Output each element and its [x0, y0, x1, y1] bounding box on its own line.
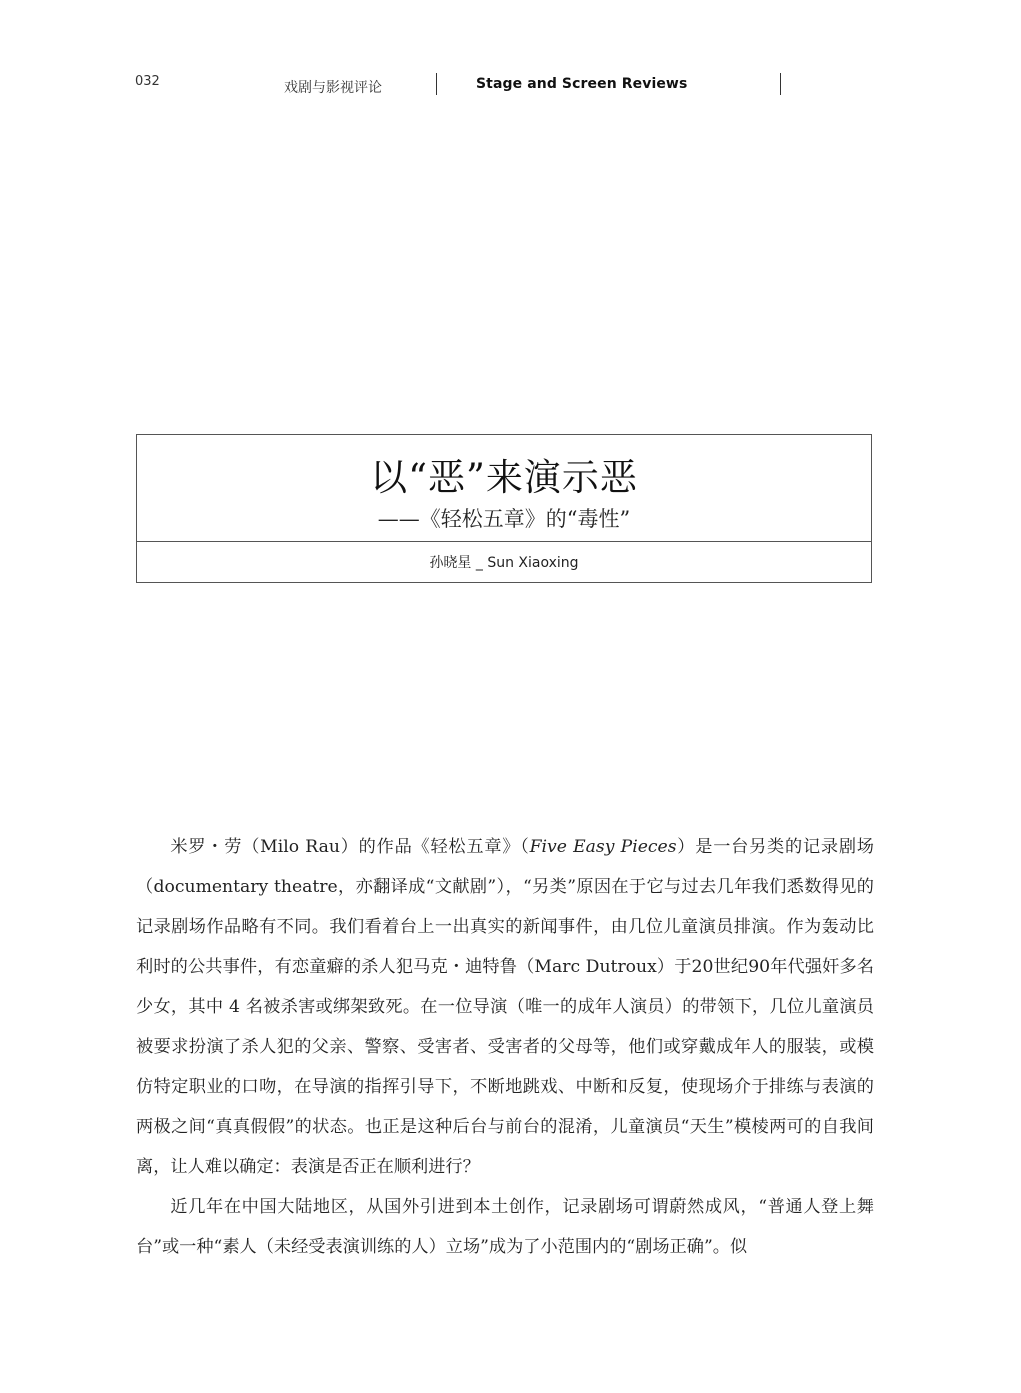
paragraph-text: 米罗・劳（Milo Rau）的作品《轻松五章》（	[170, 837, 530, 857]
body-paragraph	[136, 827, 874, 1187]
paragraph-text: ）是一台另类的记录剧场（documentary theatre，亦翻译成“文献剧”），“另类”原因在于它与过去几年我们悉数得见的记录剧场作品略有不同。我们看着台上一出真实的新闻事件，由几位儿童演员排演。作为轰动比利时的公共事件，有恋童癖的杀人犯马克・迪特鲁（Marc Dutroux）于20世纪90年代强奸多名少女，其中 4 名被杀害或绑架致死。在一位导演（唯一的成年人演员）的带领下，几位儿童演员被要求扮演了杀人犯的父亲、警察、受害者、受害者的父母等，他们或穿戴成年人的服装，或模仿特定职业的口吻，在导演的指挥引导下，不断地跳戏、中断和反复，使现场介于排练与表演的两极之间“真真假假”的状态。也正是这种后台与前台的混淆，儿童演员“天生”模棱两可的自我间离，让人难以确定：表演是否正在顺利进行？	[136, 837, 874, 1177]
journal-title-english: Stage and Screen Reviews	[476, 76, 688, 92]
article-subtitle: ——《轻松五章》的“毒性”	[377, 507, 631, 531]
article-body	[136, 827, 874, 1267]
article-title: 以“恶”来演示恶	[370, 456, 638, 499]
page-number: 032	[135, 74, 160, 89]
article-author: 孙晓星 _ Sun Xiaoxing	[429, 555, 579, 571]
journal-title-chinese: 戏剧与影视评论	[284, 80, 382, 96]
header-divider-left	[436, 73, 437, 95]
header-divider-right	[780, 73, 781, 95]
running-header	[0, 70, 1021, 100]
title-divider	[137, 541, 871, 542]
work-title-italic: Five Easy Pieces	[529, 837, 677, 857]
body-paragraph: 近几年在中国大陆地区，从国外引进到本土创作，记录剧场可谓蔚然成风，“普通人登上舞台”或一种“素人（未经受表演训练的人）立场”成为了小范围内的“剧场正确”。似	[136, 1197, 874, 1257]
article-title-box	[136, 434, 872, 583]
